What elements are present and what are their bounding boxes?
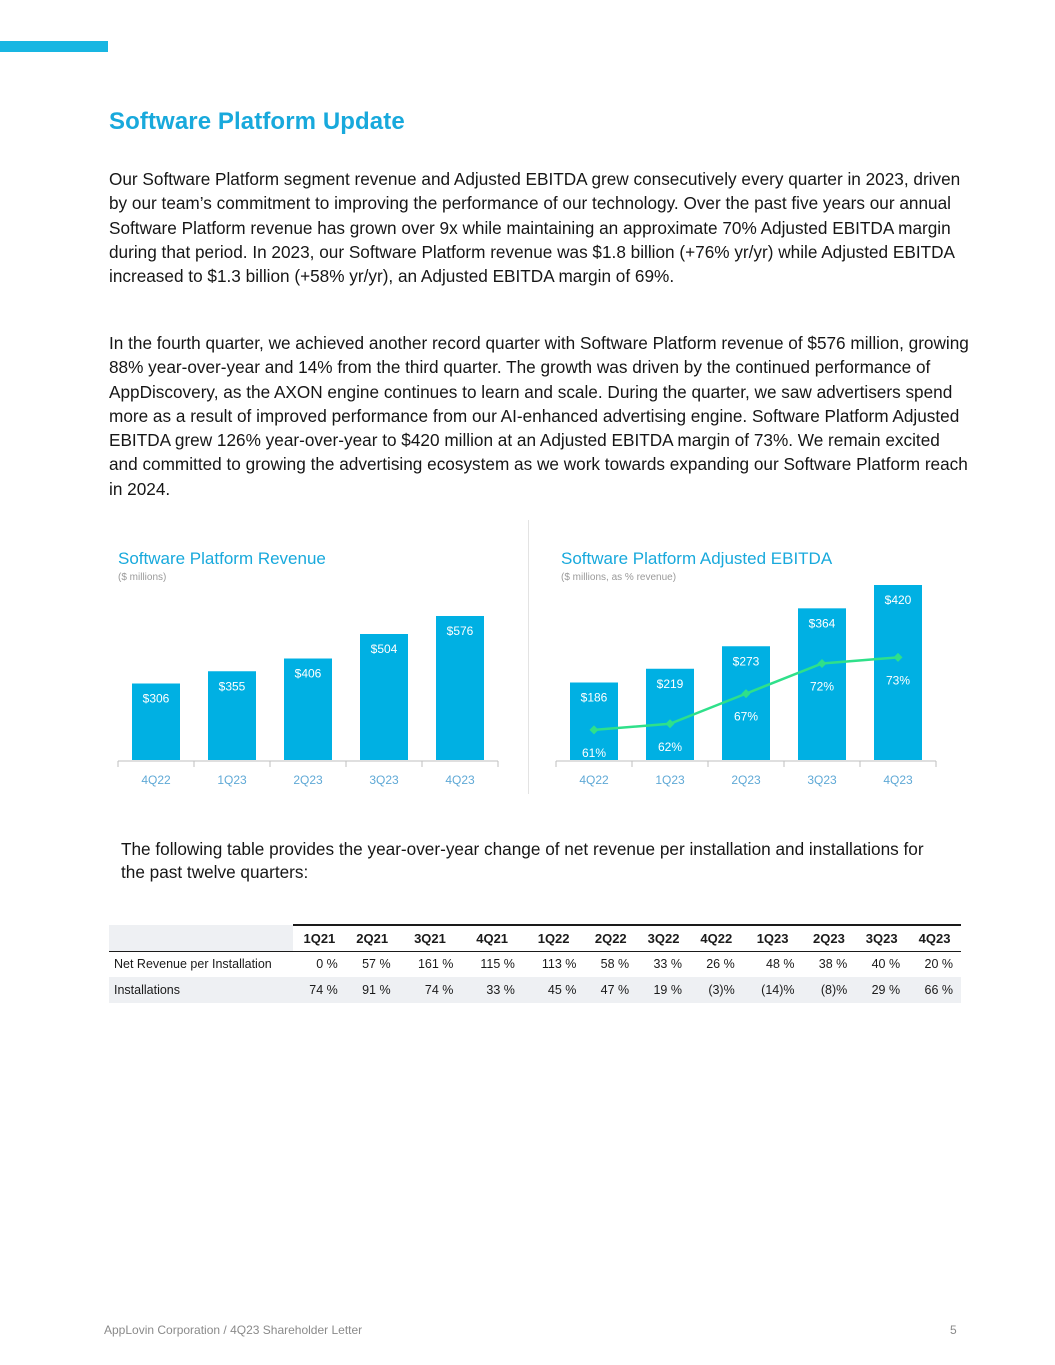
table-cell: 58 %: [600, 957, 630, 972]
table-cell: 47 %: [584, 977, 637, 1003]
margin-data-label: 61%: [581, 745, 607, 760]
table-header-4q21: 4Q21: [461, 925, 522, 951]
table-row: [109, 951, 961, 977]
table-header-3q21: 3Q21: [399, 925, 462, 951]
table-cell: 91 %: [346, 977, 399, 1003]
yoy-change-table: [109, 924, 961, 1003]
table-cell: 66 %: [908, 977, 961, 1003]
ebitda-chart: [556, 580, 936, 795]
bar-data-label: $306: [142, 691, 170, 706]
bar-data-label: $576: [446, 624, 474, 638]
margin-data-label: 62%: [657, 739, 683, 754]
page-number: 5: [950, 1323, 957, 1337]
table-header-2q22: 2Q22: [584, 925, 637, 951]
ebitda-chart-subtitle: ($ millions, as % revenue): [561, 572, 677, 583]
x-tick-label: 1Q23: [655, 773, 685, 787]
table-header-3q22: 3Q22: [637, 925, 690, 951]
table-cell: 33 %: [461, 977, 522, 1003]
paragraph-2: In the fourth quarter, we achieved another record quarter with Software Platform revenue of $576 million, growing 88% year-over-year and 14% from the third quarter. The growth was driven by the continued performance of AppDiscovery, as the AXON engine continues to learn and scale. During the quarter, we saw advertisers spend more as a result of improved performance from our AI-enhanced advertising engine. Software Platform Adjusted EBITDA grew 126% year-over-year to $420 million at an Adjusted EBITDA margin of 73%. We remain excited and committed to growing the advertising ecosystem as we work towards expanding our Software Platform reach in 2024.: [109, 333, 969, 499]
bar-data-label: $273: [732, 654, 760, 669]
table-cell: 74 %: [399, 977, 462, 1003]
bar-data-label: $504: [370, 642, 398, 656]
x-tick-label: 4Q23: [883, 773, 913, 787]
margin-data-label: 72%: [809, 679, 835, 694]
table-cell: 115 %: [480, 957, 515, 972]
bar-data-label: $364: [808, 616, 836, 631]
margin-data-label: 73%: [885, 673, 911, 688]
paragraph-1: Our Software Platform segment revenue and Adjusted EBITDA grew consecutively every quarter in 2023, driven by our team’s commitment to improving the performance of our technology. Over the past five years our annual Software Platform revenue has grown over 9x while maintaining an approximate 70% Adjusted EBITDA margin during that period. In 2023, our Software Platform revenue was $1.8 billion (+76% yr/yr) while Adjusted EBITDA increased to $1.3 billion (+58% yr/yr), an Adjusted EBITDA margin of 69%.: [109, 169, 961, 287]
table-cell: 48 %: [766, 957, 795, 972]
table-cell: 161 %: [417, 957, 454, 972]
x-tick-label: 2Q23: [731, 773, 761, 787]
table-header-1q21: 1Q21: [293, 925, 346, 951]
table-cell: 45 %: [523, 977, 584, 1003]
table-row: [109, 977, 961, 1003]
x-tick-label: 1Q23: [217, 773, 247, 787]
table-cell: 20 %: [924, 957, 953, 972]
table-header-2q21: 2Q21: [346, 925, 399, 951]
table-cell: 19 %: [637, 977, 690, 1003]
table-header-3q23: 3Q23: [855, 925, 908, 951]
bar-data-label: $186: [580, 690, 608, 705]
x-tick-label: 3Q23: [807, 773, 837, 787]
table-cell: 74 %: [293, 977, 346, 1003]
table-header-1q23: 1Q23: [743, 925, 803, 951]
table-row-label: Net Revenue per Installation: [114, 957, 272, 972]
top-accent-bar: [0, 41, 108, 52]
table-cell: 40 %: [871, 957, 901, 972]
revenue-chart-subtitle: ($ millions): [118, 572, 167, 583]
table-cell: (3)%: [690, 977, 743, 1003]
table-header-1q22: 1Q22: [523, 925, 584, 951]
bar-data-label: $406: [294, 666, 322, 681]
footer-text: AppLovin Corporation / 4Q23 Shareholder Letter: [104, 1323, 363, 1337]
bar-data-label: $219: [656, 676, 684, 691]
table-cell: 29 %: [855, 977, 908, 1003]
table-cell: 26 %: [706, 957, 735, 972]
margin-data-label: 67%: [733, 709, 759, 724]
table-cell: 57 %: [362, 957, 391, 972]
ebitda-chart-title: Software Platform Adjusted EBITDA: [561, 549, 833, 568]
table-header-row: [109, 925, 961, 951]
table-cell: (8)%: [803, 977, 856, 1003]
table-header-4q23: 4Q23: [908, 925, 961, 951]
bar-data-label: $355: [218, 679, 246, 694]
table-cell: 38 %: [818, 957, 848, 972]
x-tick-label: 4Q22: [579, 773, 609, 787]
table-row-label: Installations: [109, 977, 293, 1003]
section-title: Software Platform Update: [109, 108, 405, 135]
chart-divider: [528, 520, 529, 794]
table-header-4q22: 4Q22: [690, 925, 743, 951]
bar-data-label: $420: [884, 593, 912, 607]
x-tick-label: 4Q23: [445, 773, 475, 787]
x-tick-label: 4Q22: [141, 773, 171, 787]
x-tick-label: 2Q23: [293, 773, 323, 787]
table-header-2q23: 2Q23: [803, 925, 856, 951]
table-cell: 113 %: [541, 957, 577, 972]
table-header-blank: [109, 925, 293, 951]
x-tick-label: 3Q23: [369, 773, 399, 787]
table-cell: (14)%: [743, 977, 803, 1003]
table-cell: 0 %: [316, 957, 338, 972]
table-cell: 33 %: [653, 957, 682, 972]
revenue-chart-title: Software Platform Revenue: [118, 549, 326, 568]
revenue-chart: [118, 590, 498, 795]
table-intro: The following table provides the year-over-year change of net revenue per installation and installations for the past twelve quarters:: [121, 839, 924, 882]
